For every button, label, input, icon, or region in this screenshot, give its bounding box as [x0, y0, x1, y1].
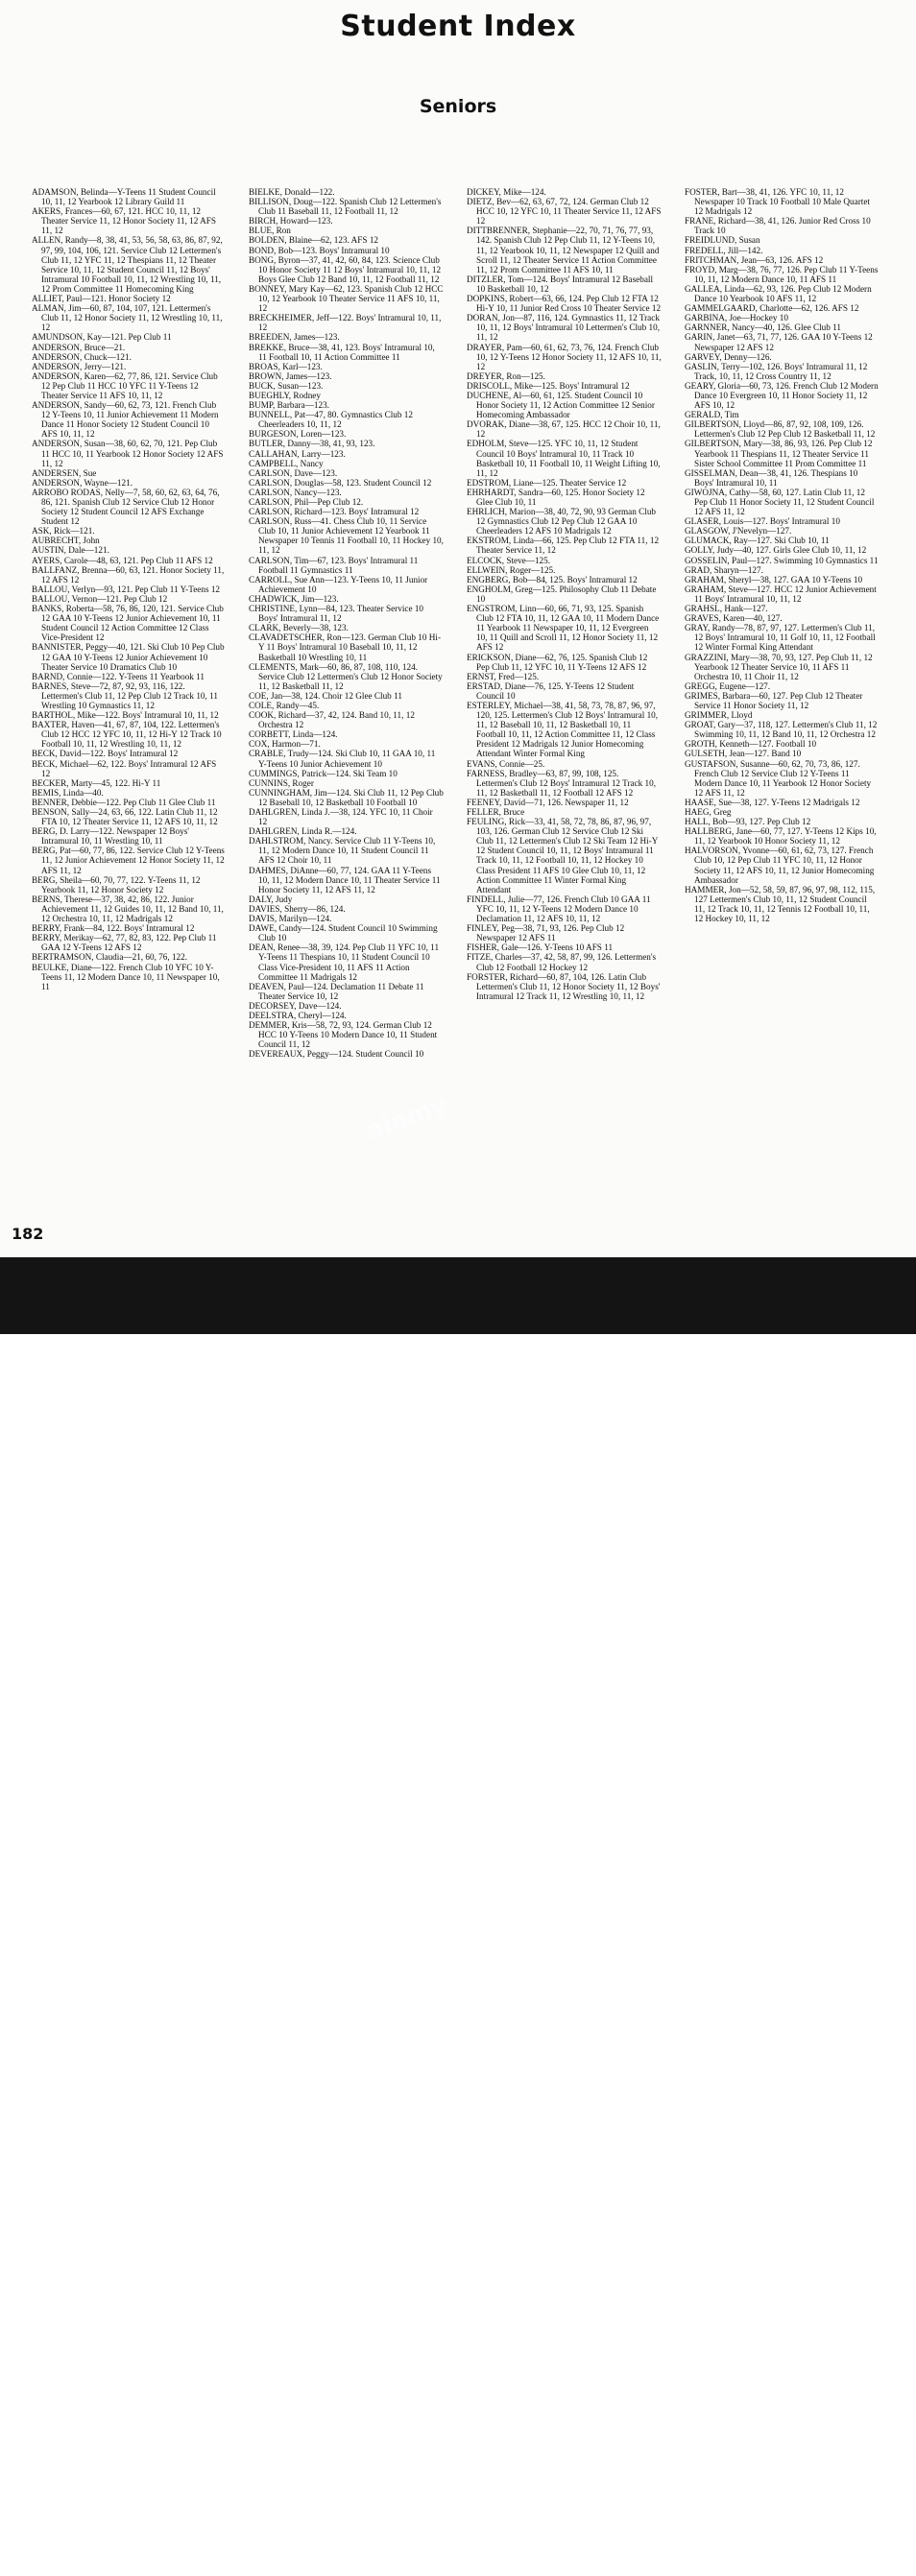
index-entry: CARLSON, Phil—Pep Club 12. [249, 497, 364, 507]
index-entry: GEARY, Gloria—60, 73, 126. French Club 12 Modern Dance 10 Evergreen 10, 11 Honor Society 11, 12 AFS 10, 12 [685, 380, 879, 411]
index-entry: GRAY, Randy—78, 87, 97, 127. Lettermen's Club 11, 12 Boys' Intramural 10, 11 Golf 10, 11, 12 Football 12 Winter Formal King Attendant [685, 623, 876, 653]
index-entry: ANDERSON, Susan—38, 60, 62, 70, 121. Pep Club 11 HCC 10, 11 Yearbook 12 Honor Society 12 AFS 11, 12 [32, 439, 224, 468]
image-id-text: Image ID: 3AA992M [772, 2522, 887, 2536]
index-column-1 [32, 187, 227, 1224]
index-entry: BEMIS, Linda—40. [32, 787, 104, 798]
index-entry: ALLIET, Paul—121. Honor Society 12 [32, 294, 171, 304]
index-entry: BLUE, Ron [249, 226, 291, 236]
index-entry: CALLAHAN, Larry—123. [249, 448, 346, 459]
index-entry: HALVORSON, Yvonne—60, 61, 62, 73, 127. French Club 10, 12 Pep Club 11 YFC 10, 11, 12 Honor Society 11, 12 AFS 10, 11, 12 Junior Homecoming Ambassador [685, 846, 875, 885]
index-entry: GASLIN, Terry—102, 126. Boys' Intramural 11, 12 Track, 10, 11, 12 Cross Country 11, 12 [685, 361, 868, 381]
index-entry: GRIMMER, Lloyd [685, 710, 753, 721]
index-entry: GARVEY, Denny—126. [685, 351, 772, 362]
index-entry: DEAN, Renee—38, 39, 124. Pep Club 11 YFC 10, 11 Y-Teens 11 Thespians 10, 11 Student Council 10 Class Vice-President 10, 11 AFS 11 Action Committee 11 Madrigals 12 [249, 942, 440, 982]
index-entry: CAMPBELL, Nancy [249, 458, 324, 468]
index-entry: BUNNELL, Pat—47, 80. Gymnastics Club 12 Cheerleaders 10, 11, 12 [249, 410, 413, 430]
index-entry: HALLBERG, Jane—60, 77, 127. Y-Teens 12 Kips 10, 11, 12 Yearbook 10 Honor Society 11, 12 [685, 826, 877, 847]
index-entry: ELLWEIN, Roger—125. [467, 564, 556, 575]
index-entry: GRAHSL, Hank—127. [685, 604, 768, 614]
index-entry: CLARK, Beverly—38, 123. [249, 623, 349, 633]
index-entry: GILBERTSON, Mary—38, 86, 93, 126. Pep Club 12 Yearbook 11 Thespians 11, 12 Theater Service 11 Sister School Committee 11 Prom Committee 11 [685, 439, 873, 468]
index-entry: GILBERTSON, Lloyd—86, 87, 92, 108, 109, 126. Lettermen's Club 12 Pep Club 12 Basketball 11, 12 [685, 419, 876, 440]
index-entry: DRISCOLL, Mike—125. Boys' Intramural 12 [467, 380, 630, 391]
index-entry: BURGESON, Loren—123. [249, 429, 347, 440]
index-column-4 [685, 187, 880, 1224]
index-entry: CHADWICK, Jim—123. [249, 593, 339, 604]
index-entry: ASK, Rick—121. [32, 526, 95, 537]
index-entry: GARBINA, Joe—Hockey 10 [685, 313, 788, 323]
index-entry: BAXTER, Haven—41, 67, 87, 104, 122. Lettermen's Club 12 HCC 12 YFC 10, 11, 12 Hi-Y 12 Track 10 Football 10, 11, 12 Wrestling 10, 11, 12 [32, 720, 222, 750]
index-entry: GRAHAM, Steve—127. HCC 12 Junior Achievement 11 Boys' Intramural 10, 11, 12 [685, 584, 877, 604]
index-entry: FRANE, Richard—38, 41, 126. Junior Red Cross 10 Track 10 [685, 216, 871, 236]
index-entry: COLE, Randy—45. [249, 700, 320, 710]
index-entry: EDSTROM, Liane—125. Theater Service 12 [467, 477, 627, 488]
index-entry: CARLSON, Tim—67, 123. Boys' Intramural 11 Football 11 Gymnastics 11 [249, 555, 419, 575]
index-entry: BARNES, Steve—72, 87, 92, 93, 116, 122. Lettermen's Club 11, 12 Pep Club 12 Track 10, 11 Wrestling 10 Gymnastics 11, 12 [32, 680, 218, 710]
index-entry: ERSTAD, Diane—76, 125. Y-Teens 12 Student Council 10 [467, 680, 635, 701]
index-entry: DUCHENE, Al—60, 61, 125. Student Council 10 Honor Society 11, 12 Action Committee 12 Senior Homecoming Ambassador [467, 390, 655, 420]
watermark-overlay-text: alamy [362, 1089, 452, 1147]
index-entry: CARLSON, Douglas—58, 123. Student Council 12 [249, 477, 432, 488]
index-entry: DAHMES, DiAnne—60, 77, 124. GAA 11 Y-Teens 10, 11, 12 Modern Dance 10, 11 Theater Service 11 Honor Society 11, 12 AFS 11, 12 [249, 865, 441, 894]
index-entry: BONG, Byron—37, 41, 42, 60, 84, 123. Science Club 10 Honor Society 11 12 Boys' Intramural 10, 11, 12 Boys Glee Club 12 Band 10, 11, 12 Football 11, 12 [249, 254, 442, 284]
index-entry: BALLOU, Verlyn—93, 121. Pep Club 11 Y-Teens 12 [32, 584, 221, 594]
index-entry: DVORAK, Diane—38, 67, 125. HCC 12 Choir 10, 11, 12 [467, 419, 661, 440]
index-entry: COOK, Richard—37, 42, 124. Band 10, 11, 12 Orchestra 12 [249, 710, 415, 730]
index-entry: BECK, Michael—62, 122. Boys' Intramural 12 AFS 12 [32, 758, 217, 778]
index-entry: BUTLER, Danny—38, 41, 93, 123. [249, 439, 375, 449]
index-entry: ANDERSON, Karen—62, 77, 86, 121. Service Club 12 Pep Club 11 HCC 10 YFC 11 Y-Teens 12 Theater Service 11 AFS 10, 11, 12 [32, 370, 218, 400]
index-entry: BERRY, Frank—84, 122. Boys' Intramural 12 [32, 923, 195, 934]
index-entry: CORBETT, Linda—124. [249, 729, 338, 740]
index-entry: GAMMELGAARD, Charlotte—62, 126. AFS 12 [685, 303, 859, 314]
index-entry: EVANS, Connie—25. [467, 758, 545, 769]
index-entry: BALLOU, Vernon—121. Pep Club 12 [32, 593, 168, 604]
index-entry: DEVEREAUX, Peggy—124. Student Council 10 [249, 1049, 424, 1060]
index-entry: GULSETH, Jean—127. Band 10 [685, 749, 802, 759]
index-column-2 [249, 187, 444, 1224]
index-entry: CLAVADETSCHER, Ron—123. German Club 10 Hi-Y 11 Boys' Intramural 10 Baseball 10, 11, 12 Basketball 10 Wrestling 10, 11 [249, 632, 441, 662]
index-entry: BROWN, James—123. [249, 370, 332, 381]
index-entry: HAASE, Sue—38, 127. Y-Teens 12 Madrigals 12 [685, 797, 860, 807]
index-entry: FELLER, Bruce [467, 807, 525, 817]
index-entry: GALLEA, Linda—62, 93, 126. Pep Club 12 Modern Dance 10 Yearbook 10 AFS 11, 12 [685, 283, 872, 304]
index-entry: FORSTER, Richard—60, 87, 104, 126. Latin Club Lettermen's Club 11, 12 Honor Society 11, 12 Boys' Intramural 12 Track 11, 12 Wrestling 10, 11, 12 [467, 971, 661, 1001]
index-entry: BREEDEN, James—123. [249, 332, 340, 343]
index-entry: GLASGOW, J'Nevelyn—127. [685, 526, 792, 537]
index-entry: BOLDEN, Blaine—62, 123. AFS 12 [249, 235, 379, 246]
index-entry: BANKS, Roberta—58, 76, 86, 120, 121. Service Club 12 GAA 10 Y-Teens 12 Junior Achievement 10, 11 Student Council 12 Action Committee 12 Class Vice-President 12 [32, 604, 224, 643]
index-entry: GRAD, Sharyn—127. [685, 564, 763, 575]
index-entry: CARLSON, Nancy—123. [249, 487, 342, 497]
index-entry: COE, Jan—38, 124. Choir 12 Glee Club 11 [249, 690, 402, 701]
index-entry: DITTBRENNER, Stephanie—22, 70, 71, 76, 77, 93, 142. Spanish Club 12 Pep Club 11, 12 Y-Teens 10, 11, 12 Yearbook 10, 11, 12 Newspaper 12 Quill and Scroll 11, 12 Theater Service 11 Action Committee 11, 12 Prom Committee 11 AFS 10, 11 [467, 226, 660, 274]
index-entry: AMUNDSON, Kay—121. Pep Club 11 [32, 332, 172, 343]
index-entry: DORAN, Jon—87, 116, 124. Gymnastics 11, 12 Track 10, 11, 12 Boys' Intramural 10 Lettermen's Club 10, 11, 12 [467, 313, 661, 343]
index-entry: BENNER, Debbie—122. Pep Club 11 Glee Club 11 [32, 797, 216, 807]
index-entry: BUMP, Barbara—123. [249, 400, 329, 411]
index-entry: FISHER, Gale—126. Y-Teens 10 AFS 11 [467, 942, 614, 953]
index-entry: AUSTIN, Dale—121. [32, 545, 109, 556]
index-entry: ENGSTROM, Linn—60, 66, 71, 93, 125. Spanish Club 12 FTA 10, 11, 12 GAA 10, 11 Modern Dance 11 Yearbook 11 Newspaper 10, 11, 12 Evergreen 10, 11 Quill and Scroll 11, 12 Honor Society 11, 12 AFS 12 [467, 604, 660, 653]
index-entry: FEULING, Rick—33, 41, 58, 72, 78, 86, 87, 96, 97, 103, 126. German Club 12 Service Club 12 Ski Club 11, 12 Lettermen's Club 12 Ski Team 12 Hi-Y 12 Student Council 10, 11, 12 Boys' Intramural 11 Track 10, 11, 12 Football 10, 11, 12 Hockey 10 Class President 11 AFS 10 Glee Club 10, 11, 12 Action Committee 11 Winter Formal King Attendant [467, 817, 658, 894]
index-entry: ANDERSON, Jerry—121. [32, 361, 127, 371]
index-entry: HAMMER, Jon—52, 58, 59, 87, 96, 97, 98, 112, 115, 127 Lettermen's Club 10, 11, 12 Student Council 11, 12 Track 10, 11, 12 Tennis 12 Football 10, 11, 12 Hockey 10, 11, 12 [685, 884, 876, 924]
yearbook-page [0, 0, 916, 1257]
index-entry: AUBRECHT, John [32, 536, 100, 546]
index-entry: BIRCH, Howard—123. [249, 216, 333, 227]
index-entry: CUNNINGHAM, Jim—124. Ski Club 11, 12 Pep Club 12 Baseball 10, 12 Basketball 10 Football 10 [249, 787, 444, 807]
index-entry: ANDERSEN, Sue [32, 467, 97, 478]
watermark-url: www.alamy.com [794, 2563, 887, 2576]
index-entry: DAHLSTROM, Nancy. Service Club 11 Y-Teens 10, 11, 12 Modern Dance 10, 11 Student Council 11 AFS 12 Choir 10, 11 [249, 836, 436, 866]
index-entry: CUNNINS, Roger [249, 777, 314, 788]
index-entry: BARND, Connie—122. Y-Teens 11 Yearbook 11 [32, 671, 205, 681]
index-entry: DAWE, Candy—124. Student Council 10 Swimming Club 10 [249, 923, 438, 943]
index-entry: FRITCHMAN, Jean—63, 126. AFS 12 [685, 254, 824, 265]
index-entry: ANDERSON, Chuck—121. [32, 351, 132, 362]
index-entry: CARLSON, Dave—123. [249, 467, 338, 478]
index-entry: ANDERSON, Sandy—60, 62, 73, 121. French Club 12 Y-Teens 10, 11 Junior Achievement 11 Modern Dance 11 Honor Society 12 Student Council 10 AFS 10, 11, 12 [32, 400, 219, 440]
index-entry: CLEMENTS, Mark—60, 86, 87, 108, 110, 124. Service Club 12 Lettermen's Club 12 Honor Society 11, 12 Basketball 11, 12 [249, 661, 443, 691]
page-number: 182 [12, 1225, 44, 1243]
index-entry: ANDERSON, Wayne—121. [32, 477, 133, 488]
index-entry: GRAHAM, Sheryl—38, 127. GAA 10 Y-Teens 10 [685, 574, 863, 584]
index-entry: BERG, Pat—60, 77, 86, 122. Service Club 12 Y-Teens 11, 12 Junior Achievement 12 Honor Society 11, 12 AFS 11, 12 [32, 846, 225, 875]
index-entry: BREKKE, Bruce—38, 41, 123. Boys' Intramural 10, 11 Football 10, 11 Action Committee 11 [249, 342, 435, 362]
index-entry: BUCK, Susan—123. [249, 380, 324, 391]
index-entry: DAVIES, Sherry—86, 124. [249, 903, 346, 914]
index-entry: GERALD, Tim [685, 410, 739, 420]
index-entry: FREIDLUND, Susan [685, 235, 760, 246]
index-entry: DAHLGREN, Linda J.—38, 124. YFC 10, 11 Choir 12 [249, 807, 433, 827]
index-entry: BERTRAMSON, Claudia—21, 60, 76, 122. [32, 952, 188, 963]
index-entry: GARNNER, Nancy—40, 126. Glee Club 11 [685, 322, 841, 333]
index-entry: ALMAN, Jim—60, 87, 104, 107, 121. Lettermen's Club 11, 12 Honor Society 11, 12 Wrestling 10, 11, 12 [32, 303, 223, 333]
index-entry: GROTH, Kenneth—127. Football 10 [685, 739, 817, 750]
index-entry: BERRY, Merikay—62, 77, 82, 83, 122. Pep Club 11 GAA 12 Y-Teens 12 AFS 12 [32, 933, 217, 953]
index-entry: FINDELL, Julie—77, 126. French Club 10 GAA 11 YFC 10, 11, 12 Y-Teens 12 Modern Dance 10 Declamation 11, 12 AFS 10, 11, 12 [467, 894, 651, 924]
index-entry: BUEGHLY, Rodney [249, 390, 321, 400]
index-entry: AYERS, Carole—48, 63, 121. Pep Club 11 AFS 12 [32, 555, 213, 565]
index-entry: DOPKINS, Robert—63, 66, 124. Pep Club 12 FTA 12 Hi-Y 10, 11 Junior Red Cross 10 Theater Service 12 [467, 294, 662, 314]
index-entry: GARIN, Janet—63, 71, 77, 126. GAA 10 Y-Teens 12 Newspaper 12 AFS 12 [685, 332, 873, 352]
index-entry: FREDELL, Jill—142. [685, 245, 763, 255]
index-entry: FOSTER, Bart—38, 41, 126. YFC 10, 11, 12 Newspaper 10 Track 10 Football 10 Male Quartet 12 Madrigals 12 [685, 187, 870, 217]
section-title: Seniors [419, 96, 497, 117]
index-entry: EHRHARDT, Sandra—60, 125. Honor Society 12 Glee Club 10, 11 [467, 487, 645, 507]
index-entry: BERG, D. Larry—122. Newspaper 12 Boys' Intramural 10, 11 Wrestling 10, 11 [32, 826, 189, 847]
index-entry: GRIMES, Barbara—60, 127. Pep Club 12 Theater Service 11 Honor Society 11, 12 [685, 690, 863, 710]
index-entry: ENGBERG, Bob—84, 125. Boys' Intramural 12 [467, 574, 638, 584]
index-entry: GRAZZINI, Mary—38, 70, 93, 127. Pep Club 11, 12 Yearbook 12 Theater Service 10, 11 AFS 11 Orchestra 10, 11 Choir 11, 12 [685, 652, 873, 681]
index-entry: DEAVEN, Paul—124. Declamation 11 Debate 11 Theater Service 10, 12 [249, 981, 424, 1001]
index-entry: CUMMINGS, Patrick—124. Ski Team 10 [249, 768, 398, 778]
index-entry: BEULKE, Diane—122. French Club 10 YFC 10 Y-Teens 11, 12 Modern Dance 10, 11 Newspaper 10, 11 [32, 962, 220, 991]
index-entry: BOND, Bob—123. Boys' Intramural 10 [249, 245, 390, 255]
index-entry: HALL, Bob—93, 127. Pep Club 12 [685, 817, 811, 827]
index-entry: BERG, Sheila—60, 70, 77, 122. Y-Teens 11, 12 Yearbook 11, 12 Honor Society 12 [32, 874, 201, 894]
index-column-3 [467, 187, 662, 1224]
index-entry: GIWOJNA, Cathy—58, 60, 127. Latin Club 11, 12 Pep Club 11 Honor Society 11, 12 Student Council 12 AFS 11, 12 [685, 487, 875, 517]
watermark-footer [0, 1257, 916, 2576]
index-entry: CRABLE, Trudy—124. Ski Club 10, 11 GAA 10, 11 Y-Teens 10 Junior Achievement 10 [249, 749, 436, 769]
index-entry: BECK, David—122. Boys' Intramural 12 [32, 749, 179, 759]
index-entry: BALLFANZ, Brenna—60, 63, 121. Honor Society 11, 12 AFS 12 [32, 564, 225, 584]
alamy-logo: alamy [29, 2536, 127, 2569]
index-entry: DECORSEY, Dave—124. [249, 1000, 342, 1011]
index-entry: DREYER, Ron—125. [467, 370, 545, 381]
index-entry: BRECKHEIMER, Jeff—122. Boys' Intramural 10, 11, 12 [249, 313, 442, 333]
index-entry: DAHLGREN, Linda R.—124. [249, 826, 357, 837]
index-entry: ENGHOLM, Greg—125. Philosophy Club 11 Debate 10 [467, 584, 657, 604]
index-entry: BONNEY, Mary Kay—62, 123. Spanish Club 12 HCC 10, 12 Yearbook 10 Theater Service 11 AFS 10, 11, 12 [249, 283, 444, 314]
index-entry: COX, Harmon—71. [249, 739, 321, 750]
index-entry: GOSSELIN, Paul—127. Swimming 10 Gymnastics 11 [685, 555, 879, 565]
index-entry: DALY, Judy [249, 894, 293, 904]
index-entry: DRAYER, Pam—60, 61, 62, 73, 76, 124. French Club 10, 12 Y-Teens 12 Honor Society 11, 12 AFS 10, 11, 12 [467, 342, 662, 371]
index-entry: FEENEY, David—71, 126. Newspaper 11, 12 [467, 797, 629, 807]
index-entry: DIETZ, Bev—62, 63, 67, 72, 124. German Club 12 HCC 10, 12 YFC 10, 11 Theater Service 11, 12 AFS 12 [467, 197, 662, 227]
index-entry: DEMMER, Kris—58, 72, 93, 124. German Club 12 HCC 10 Y-Teens 10 Modern Dance 10, 11 Student Council 11, 12 [249, 1020, 438, 1050]
index-entry: EDHOLM, Steve—125. YFC 10, 11, 12 Student Council 10 Boys' Intramural 10, 11 Track 10 Basketball 10, 11 Football 10, 11 Weight Lifting 10, 11, 12 [467, 439, 661, 478]
index-entry: CARROLL, Sue Ann—123. Y-Teens 10, 11 Junior Achievement 10 [249, 574, 428, 594]
index-entry: BANNISTER, Peggy—40, 121. Ski Club 10 Pep Club 12 GAA 10 Y-Teens 12 Junior Achievement 10 Theater Service 10 Dramatics Club 10 [32, 642, 225, 672]
index-entry: GROAT, Gary—37, 118, 127. Lettermen's Club 11, 12 Swimming 10, 11, 12 Band 10, 11, 12 Orchestra 12 [685, 720, 878, 740]
index-entry: DAVIS, Marilyn—124. [249, 914, 332, 924]
index-entry: HAEG, Greg [685, 807, 732, 817]
index-entry: ANDERSON, Bruce—21. [32, 342, 126, 352]
index-entry: BARTHOL, Mike—122. Boys' Intramural 10, 11, 12 [32, 710, 219, 721]
index-entry: DITZLER, Tom—124. Boys' Intramural 12 Baseball 10 Basketball 10, 12 [467, 274, 654, 294]
index-entry: BIELKE, Donald—122. [249, 187, 335, 197]
index-entry: BILLISON, Doug—122. Spanish Club 12 Lettermen's Club 11 Baseball 11, 12 Football 11, 12 [249, 197, 442, 217]
index-entry: ERICKSON, Diane—62, 76, 125. Spanish Club 12 Pep Club 11, 12 YFC 10, 11 Y-Teens 12 AFS 12 [467, 652, 648, 672]
index-entry: EKSTROM, Linda—66, 125. Pep Club 12 FTA 11, 12 Theater Service 11, 12 [467, 536, 660, 556]
index-entry: GRAVES, Karen—40, 127. [685, 613, 783, 624]
index-entry: GLASER, Louis—127. Boys' Intramural 10 [685, 516, 840, 527]
index-entry: ADAMSON, Belinda—Y-Teens 11 Student Council 10, 11, 12 Yearbook 12 Library Guild 11 [32, 187, 216, 207]
index-entry: ALLEN, Randy—8, 38, 41, 53, 56, 58, 63, 86, 87, 92, 97, 99, 104, 106, 121. Service Club 12 Lettermen's Club 11, 12 YFC 11, 12 Thespians 11, 12 Theater Service 10, 11, 12 Student Council 11, 12 Boys' Intramural 10 Football 10, 11, 12 Wrestling 10, 11, 12 Prom Committee 11 Homecoming King [32, 235, 223, 294]
index-entry: AKERS, Frances—60, 67, 121. HCC 10, 11, 12 Theater Service 11, 12 Honor Society 11, 12 AFS 11, 12 [32, 206, 217, 236]
index-entry: GISSELMAN, Dean—38, 41, 126. Thespians 10 Boys' Intramural 10, 11 [685, 467, 858, 488]
index-entry: CHRISTINE, Lynn—84, 123. Theater Service 10 Boys' Intramural 11, 12 [249, 604, 424, 624]
index-entry: BROAS, Karl—123. [249, 361, 323, 371]
index-entry: GUSTAFSON, Susanne—60, 62, 70, 73, 86, 127. French Club 12 Service Club 12 Y-Teens 11 Modern Dance 10, 11 Yearbook 12 Honor Society 12 AFS 11, 12 [685, 758, 872, 798]
index-entry: GLUMACK, Ray—127. Ski Club 10, 11 [685, 536, 830, 546]
index-entry: GOLLY, Judy—40, 127. Girls Glee Club 10, 11, 12 [685, 545, 867, 556]
index-entry: FITZE, Charles—37, 42, 58, 87, 99, 126. Lettermen's Club 12 Football 12 Hockey 12 [467, 952, 657, 972]
index-entry: BENSON, Sally—24, 63, 66, 122. Latin Club 11, 12 FTA 10, 12 Theater Service 11, 12 AFS 10, 11, 12 [32, 807, 218, 827]
index-entry: DICKEY, Mike—124. [467, 187, 546, 197]
index-entry: FROYD, Marg—38, 76, 77, 126. Pep Club 11 Y-Teens 10, 11, 12 Modern Dance 10, 11 AFS 11 [685, 264, 879, 284]
index-entry: GREGG, Eugene—127. [685, 680, 771, 691]
index-entry: FINLEY, Peg—38, 71, 93, 126. Pep Club 12 Newspaper 12 AFS 11 [467, 923, 625, 943]
index-entry: BECKER, Marty—45, 122. Hi-Y 11 [32, 777, 161, 788]
index-entry: ERNST, Fred—125. [467, 671, 540, 681]
index-entry: CARLSON, Richard—123. Boys' Intramural 12 [249, 507, 420, 517]
index-entry: ELCOCK, Steve—125. [467, 555, 551, 565]
index-entry: EHRLICH, Marion—38, 40, 72, 90, 93 German Club 12 Gymnastics Club 12 Pep Club 12 GAA 10 Cheerleaders 12 AFS 10 Madrigals 12 [467, 507, 657, 537]
index-entry: FARNESS, Bradley—63, 87, 99, 108, 125. Lettermen's Club 12 Boys' Intramural 12 Track 10, 11, 12 Basketball 11, 12 Football 12 AFS 12 [467, 768, 657, 798]
index-entry: DEELSTRA, Cheryl—124. [249, 1010, 347, 1020]
index-entry: CARLSON, Russ—41. Chess Club 10, 11 Service Club 10, 11 Junior Achievement 12 Yearbook 11 Newspaper 10 Tennis 11 Football 10, 11 Hockey 10, 11, 12 [249, 516, 444, 556]
index-entry: ARROBO RODAS, Nelly—7, 58, 60, 62, 63, 64, 76, 86, 121. Spanish Club 12 Service Club 12 Honor Society 12 Student Council 12 AFS Exchange Student 12 [32, 487, 220, 527]
index-entry: BERNS, Therese—37, 38, 42, 86, 122. Junior Achievement 11, 12 Guides 10, 11, 12 Band 10, 11, 12 Orchestra 10, 11, 12 Madrigals 12 [32, 894, 224, 924]
page-title: Student Index [340, 10, 576, 43]
index-entry: ESTERLEY, Michael—38, 41, 58, 73, 78, 87, 96, 97, 120, 125. Lettermen's Club 12 Boys' Intramural 10, 11, 12 Baseball 10, 11, 12 Basketball 10, 11 Football 10, 11, 12 Action Committee 11, 12 Class President 12 Madrigals 12 Junior Homecoming Attendant Winter Formal King [467, 700, 659, 759]
